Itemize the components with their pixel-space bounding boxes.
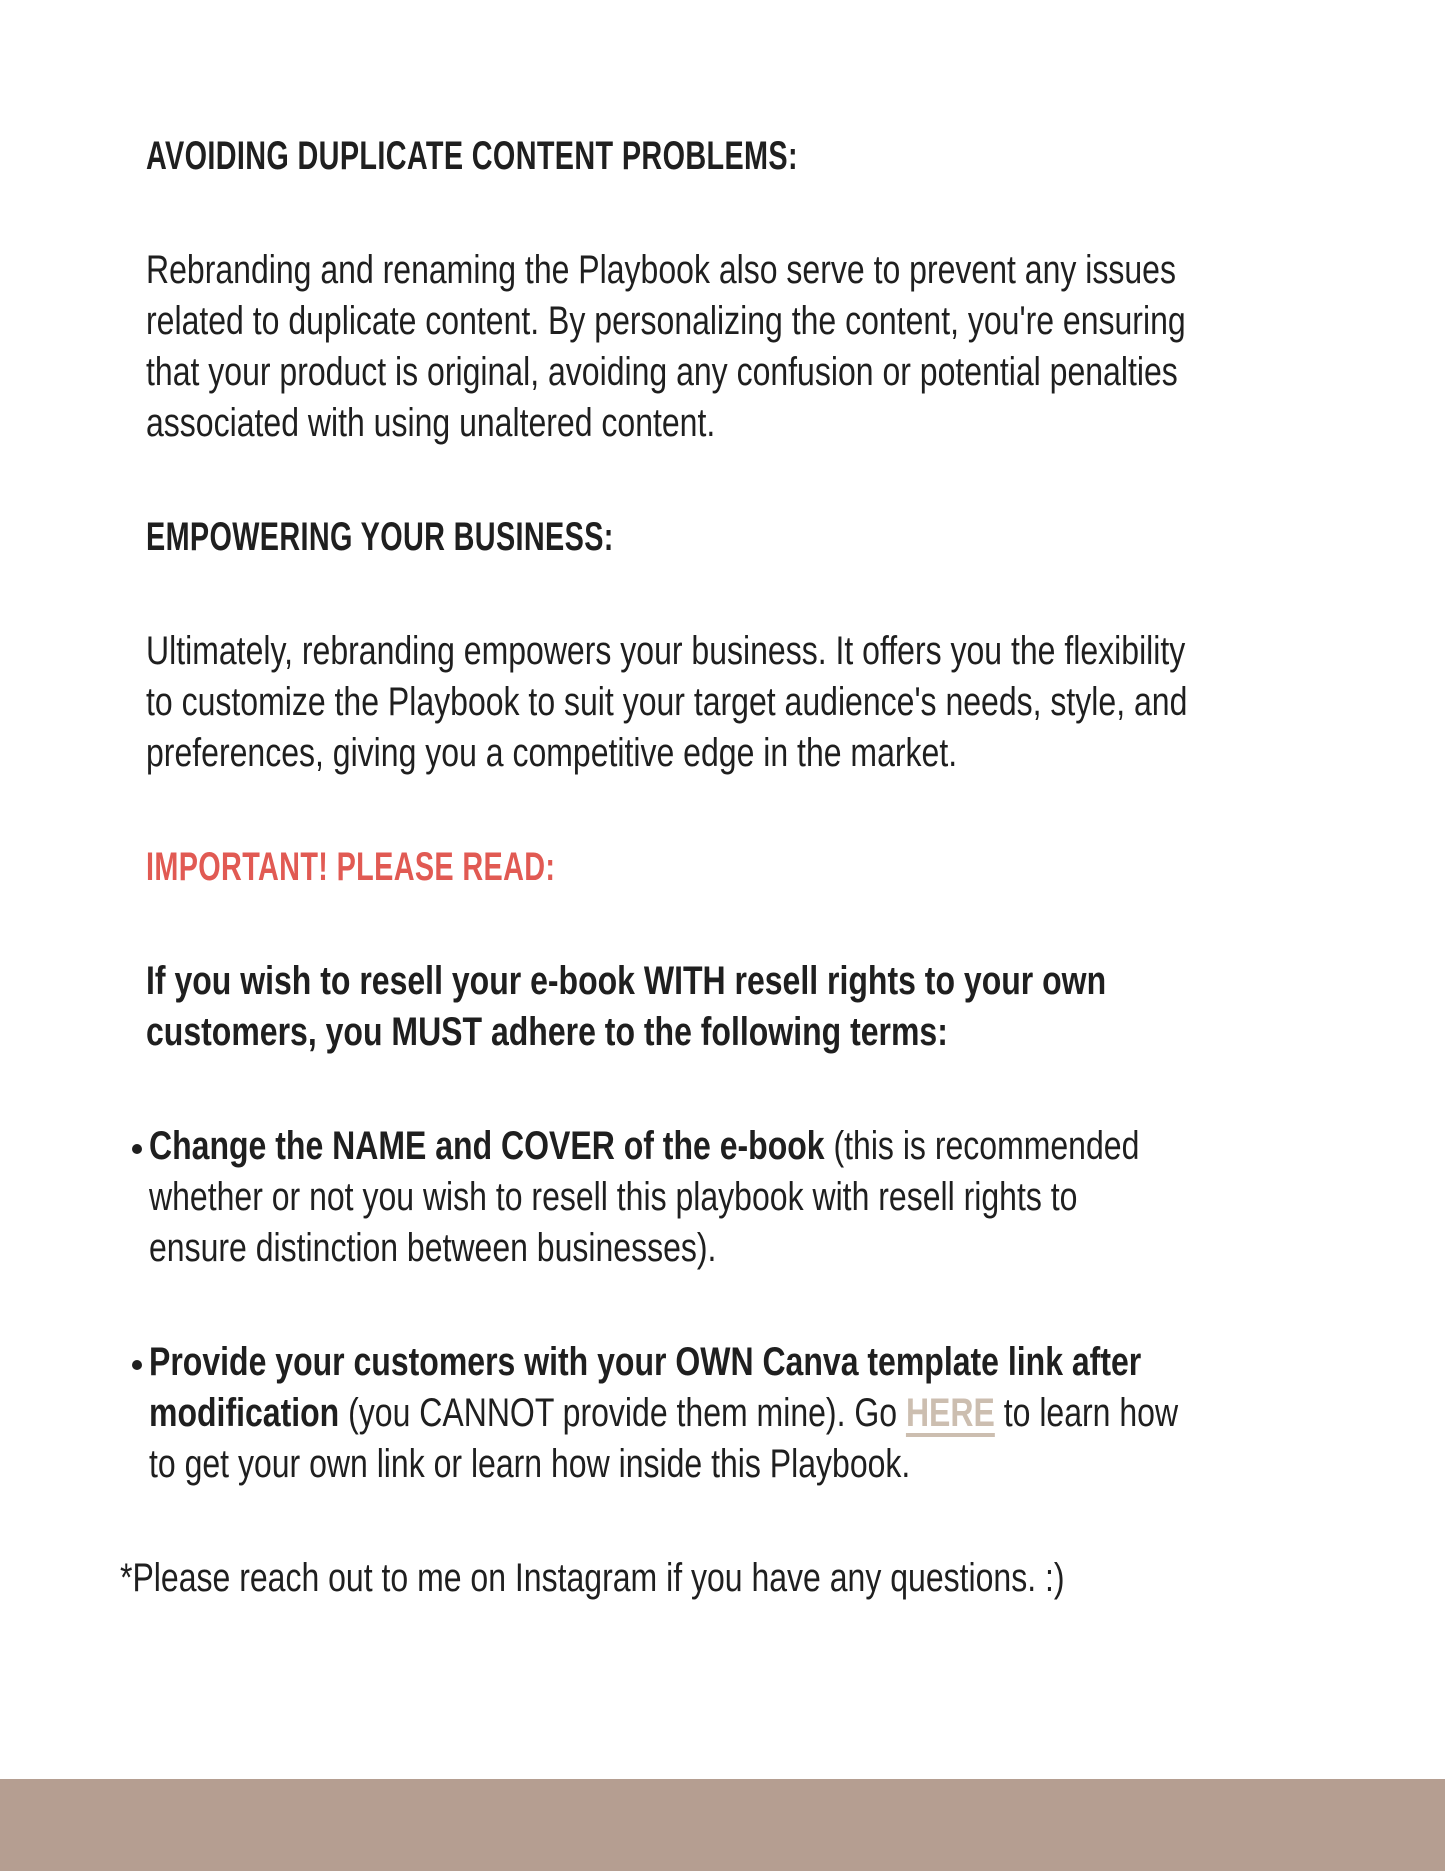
page-content (120, 131, 1445, 1667)
footer-bar (0, 1779, 1445, 1871)
paragraph-empowering-your-business (146, 626, 1445, 779)
paragraph-resell-terms-intro (146, 956, 1445, 1058)
bullet-icon (132, 1360, 142, 1370)
list-item-text: (this is recommended (824, 1124, 1140, 1168)
paragraph-line: that your product is original, avoiding any confusion or potential penalties (146, 350, 1178, 394)
list-item-line: ensure distinction between businesses). (149, 1226, 717, 1270)
list-item-line: to get your own link or learn how inside this Playbook. (149, 1442, 911, 1486)
footnote (120, 1553, 1445, 1604)
list-item-bold-text: Change the NAME and COVER of the e-book (149, 1124, 825, 1168)
here-link[interactable]: HERE (905, 1391, 995, 1435)
section-heading-important-please-read: IMPORTANT! PLEASE READ: (146, 845, 556, 889)
section-empowering-your-business (146, 512, 1445, 563)
list-item-text: to learn how (994, 1391, 1179, 1435)
section-important-please-read (146, 842, 1445, 893)
section-heading-empowering-your-business: EMPOWERING YOUR BUSINESS: (146, 515, 614, 559)
terms-list-item-own-canva-link (146, 1337, 1445, 1490)
list-item-bold-text: modification (149, 1391, 340, 1435)
paragraph-line: associated with using unaltered content. (146, 401, 716, 445)
terms-list-item-change-name-cover (146, 1121, 1445, 1274)
bullet-icon (132, 1144, 142, 1154)
section-avoiding-duplicate-content (146, 131, 1445, 182)
footnote-text: *Please reach out to me on Instagram if you have any questions. :) (120, 1556, 1065, 1600)
paragraph-line: Rebranding and renaming the Playbook also serve to prevent any issues (146, 248, 1176, 292)
paragraph-line: related to duplicate content. By personalizing the content, you're ensuring (146, 299, 1186, 343)
list-item-line (149, 1121, 1186, 1172)
paragraph-line: Ultimately, rebranding empowers your business. It offers you the flexibility (146, 629, 1186, 673)
section-heading-avoiding-duplicate-content: AVOIDING DUPLICATE CONTENT PROBLEMS: (146, 134, 798, 178)
paragraph-line: customers, you MUST adhere to the following terms: (146, 1010, 948, 1054)
list-item-line: Provide your customers with your OWN Canva template link after (149, 1340, 1142, 1384)
list-item-line (149, 1388, 1186, 1439)
list-item-text: (you CANNOT provide them mine). Go (339, 1391, 906, 1435)
paragraph-line: to customize the Playbook to suit your target audience's needs, style, and (146, 680, 1188, 724)
paragraph-line: If you wish to resell your e-book WITH resell rights to your own (146, 959, 1107, 1003)
paragraph-avoiding-duplicate-content (146, 245, 1445, 449)
paragraph-line: preferences, giving you a competitive edge in the market. (146, 731, 958, 775)
list-item-line: whether or not you wish to resell this playbook with resell rights to (149, 1175, 1078, 1219)
